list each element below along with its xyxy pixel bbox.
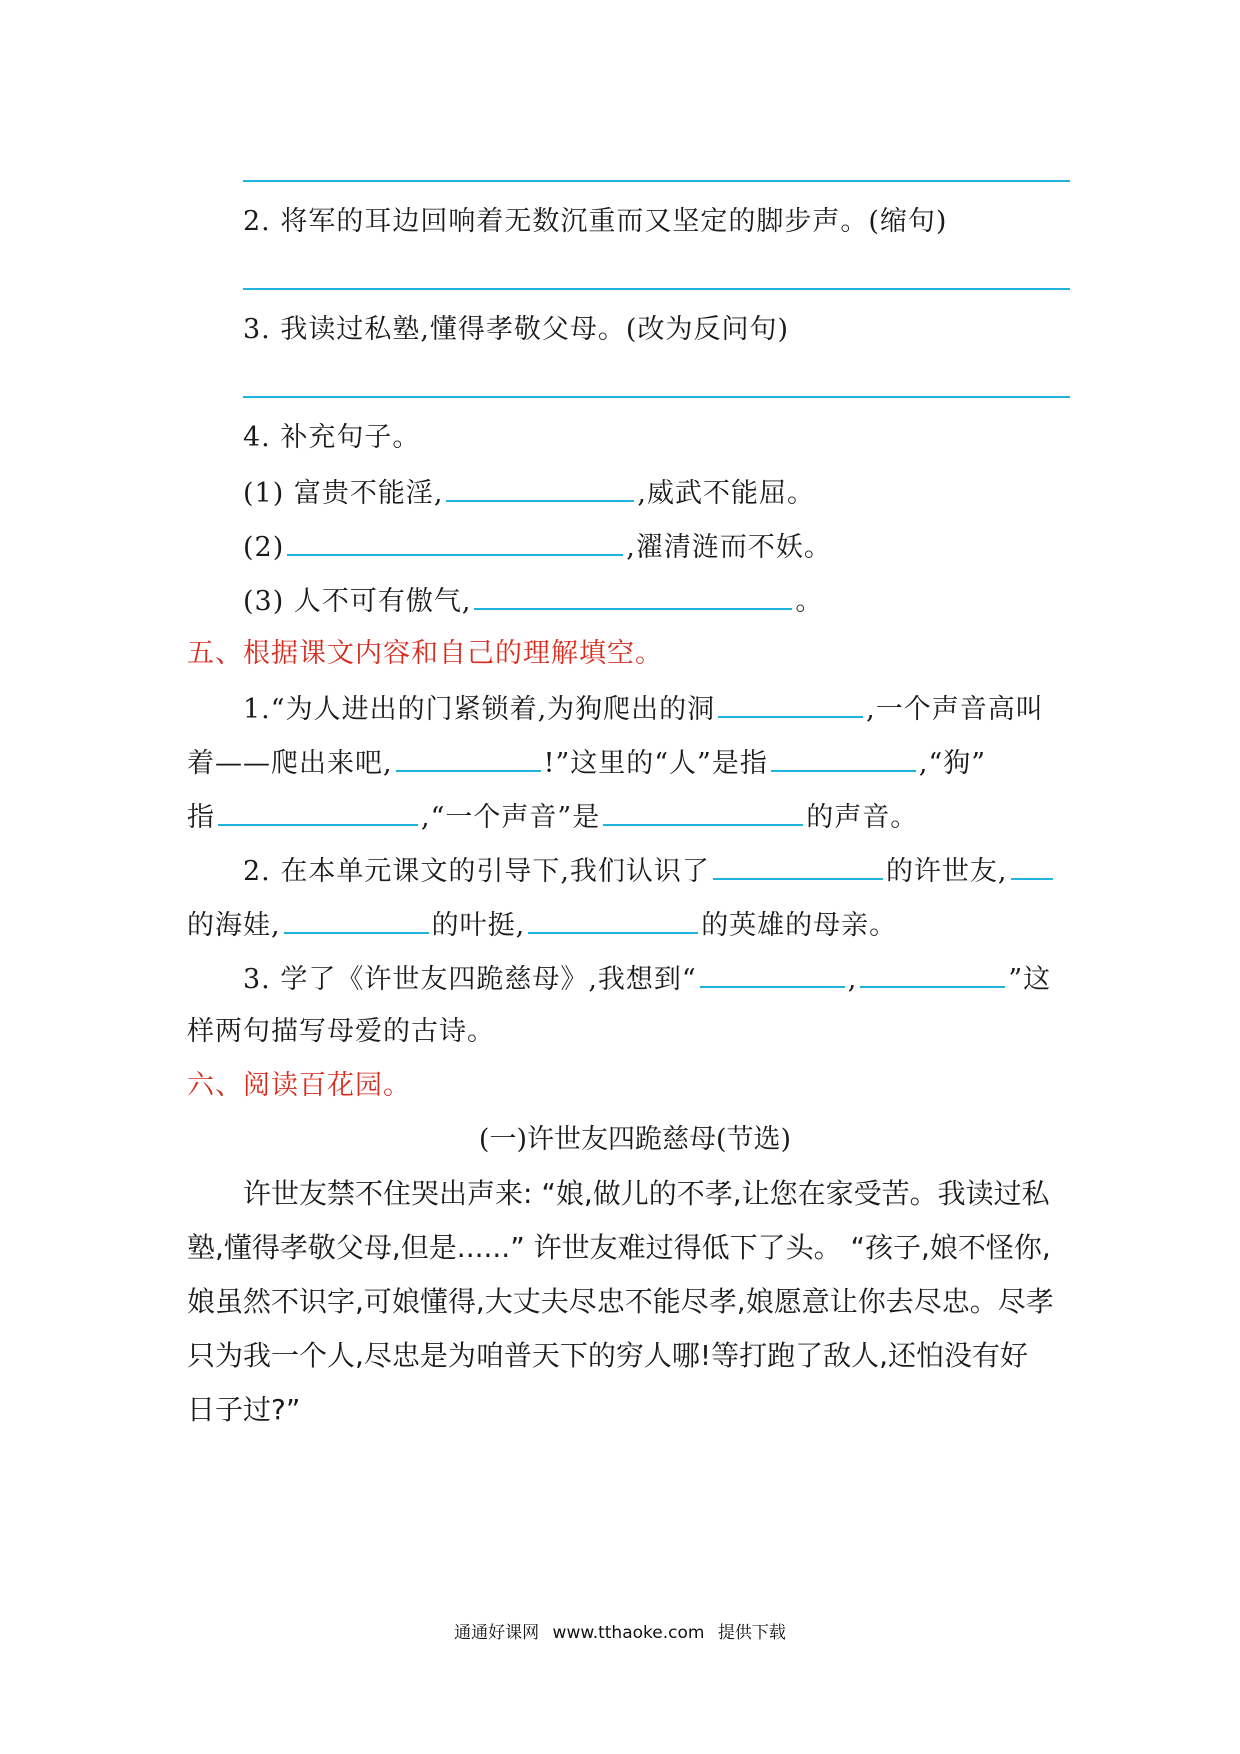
s5-q3-l1-text2: ,: [847, 964, 858, 995]
s5-q3-blank1[interactable]: [700, 958, 845, 988]
q4-2-prefix: (2): [243, 532, 285, 563]
s5-q1-l3-text: 指: [187, 802, 215, 833]
s5-q2-l2-text: 的海娃,: [187, 910, 281, 941]
s5-q1-line2: [187, 742, 986, 784]
s5-q1-l1-text2: ,一个声音高叫: [866, 694, 1044, 725]
passage-line-1: 许世友禁不住哭出声来: “娘,做儿的不孝,让您在家受苦。我读过私: [243, 1177, 1050, 1210]
s5-q2-l1-text: 2. 在本单元课文的引导下,我们认识了: [243, 856, 710, 887]
section5-heading: 五、根据课文内容和自己的理解填空。: [187, 638, 663, 669]
q4-1-blank[interactable]: [446, 472, 634, 502]
answer-line-q3[interactable]: [243, 396, 1070, 398]
s5-q2-blank2[interactable]: [1011, 850, 1053, 880]
q4-3-blank[interactable]: [474, 580, 792, 610]
q4-1-line: [243, 472, 815, 514]
q4-3-suffix: 。: [795, 586, 824, 617]
s5-q1-blank4[interactable]: [218, 796, 418, 826]
s5-q2-blank4[interactable]: [284, 904, 429, 934]
s5-q2-blank1[interactable]: [713, 850, 883, 880]
s5-q1-line3: [187, 796, 918, 838]
s5-q1-blank5[interactable]: [603, 796, 803, 826]
q4-text: 4. 补充句子。: [243, 422, 421, 453]
answer-line-q2[interactable]: [243, 288, 1070, 290]
s5-q1-blank1[interactable]: [718, 688, 863, 718]
s5-q3-line2: 样两句描写母爱的古诗。: [187, 1016, 495, 1047]
q2-text: 2. 将军的耳边回响着无数沉重而又坚定的脚步声。(缩句): [243, 206, 948, 237]
s5-q1-l3-text2: ,“一个声音”是: [421, 802, 601, 833]
s5-q2-line1: [243, 850, 1056, 892]
s5-q2-l2-text3: 的英雄的母亲。: [701, 910, 898, 941]
passage-line-3: 娘虽然不识字,可娘懂得,大丈夫尽忠不能尽孝,娘愿意让你去尽忠。尽孝: [187, 1285, 1054, 1318]
section6-heading: 六、阅读百花园。: [187, 1070, 411, 1101]
footer-site-name: 通通好课网: [454, 1623, 540, 1643]
q4-3-prefix: (3) 人不可有傲气,: [243, 586, 472, 617]
page-footer: [0, 1618, 1240, 1643]
s5-q1-blank3[interactable]: [771, 742, 916, 772]
footer-url[interactable]: www.tthaoke.com: [552, 1623, 705, 1643]
s5-q3-l1-text3: ”这: [1008, 964, 1052, 995]
passage-line-4: 只为我一个人,尽忠是为咱普天下的穷人哪!等打跑了敌人,还怕没有好: [187, 1339, 1029, 1372]
passage-line-5: 日子过?”: [187, 1393, 301, 1426]
s5-q3-line1: [243, 958, 1051, 1000]
s5-q1-blank2[interactable]: [396, 742, 541, 772]
s5-q1-l1-text: 1.“为人进出的门紧锁着,为狗爬出的洞: [243, 694, 716, 725]
passage-line-2: 塾,懂得孝敬父母,但是......” 许世友难过得低下了头。 “孩子,娘不怪你,: [187, 1231, 1051, 1264]
q3-text: 3. 我读过私塾,懂得孝敬父母。(改为反问句): [243, 314, 789, 345]
s5-q3-blank2[interactable]: [860, 958, 1005, 988]
q4-2-blank[interactable]: [287, 526, 623, 556]
s5-q2-blank5[interactable]: [528, 904, 698, 934]
q4-1-suffix: ,威武不能屈。: [637, 478, 816, 509]
s5-q1-l2-text2: !”这里的“人”是指: [543, 748, 768, 779]
passage-title: (一)许世友四跪慈母(节选): [478, 1124, 792, 1155]
s5-q2-l2-text2: 的叶挺,: [431, 910, 526, 941]
q4-2-suffix: ,濯清涟而不妖。: [626, 532, 832, 563]
q4-3-line: [243, 580, 823, 622]
q4-1-prefix: (1) 富贵不能淫,: [243, 478, 444, 509]
s5-q1-line1: [243, 688, 1044, 730]
s5-q1-l2-text: 着——爬出来吧,: [187, 748, 393, 779]
footer-suffix: 提供下载: [717, 1623, 786, 1643]
s5-q2-l1-text2: 的许世友,: [885, 856, 1008, 887]
s5-q2-line2: [187, 904, 897, 946]
s5-q1-l2-text3: ,“狗”: [918, 748, 987, 779]
s5-q3-l1-text: 3. 学了《许世友四跪慈母》,我想到“: [243, 964, 697, 995]
answer-line-q1[interactable]: [243, 180, 1070, 182]
q4-2-line: [243, 526, 832, 568]
s5-q1-l3-text3: 的声音。: [806, 802, 919, 833]
